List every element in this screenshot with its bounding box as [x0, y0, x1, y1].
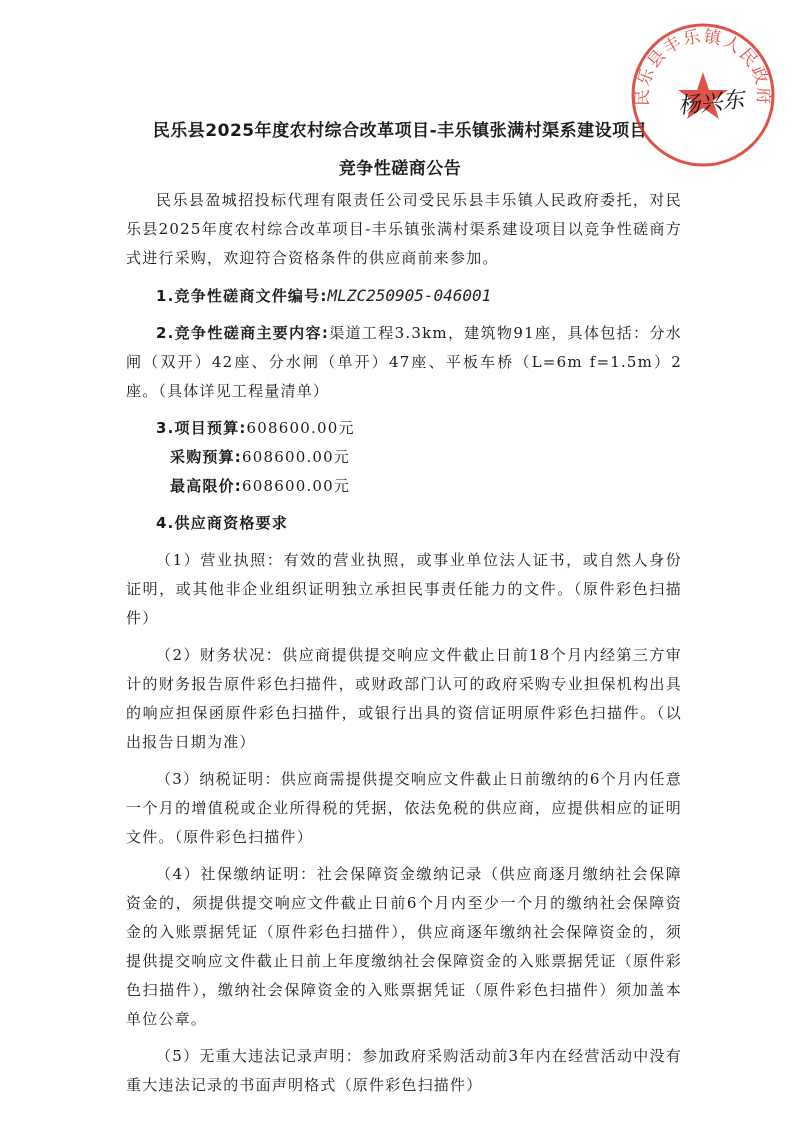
item-max-price [126, 472, 682, 501]
document-subtitle: 竞争性磋商公告 [338, 159, 462, 179]
document-title: 民乐县2025年度农村综合改革项目-丰乐镇张满村渠系建设项目 [152, 121, 648, 141]
requirement-1: （1）营业执照：有效的营业执照，或事业单位法人证书，或自然人身份证明，或其他非企业组织证明独立承担民事责任能力的文件。（原件彩色扫描件） [126, 551, 682, 627]
max-price-label: 最高限价: [170, 477, 242, 495]
max-price-value: 608600.00元 [242, 477, 351, 495]
intro-paragraph: 民乐县盈城招投标代理有限责任公司受民乐县丰乐镇人民政府委托，对民乐县2025年度农村综合改革项目-丰乐镇张满村渠系建设项目以竞争性磋商方式进行采购，欢迎符合资格条件的供应商前来参加。 [126, 191, 682, 267]
doc-number-label: 1.竞争性磋商文件编号: [156, 287, 328, 305]
handwritten-signature: 杨兴东 [677, 87, 746, 120]
requirement-2: （2）财务状况：供应商提供提交响应文件截止日前18个月内经第三方审计的财务报告原件彩色扫描件，或财政部门认可的政府采购专业担保机构出具的响应担保函原件彩色扫描件，或银行出具的资信证明原件彩色扫描件。（以出报告日期为准） [126, 646, 682, 751]
purchase-budget-value: 608600.00元 [242, 448, 351, 466]
qualification-heading: 4.供应商资格要求 [156, 514, 288, 532]
doc-number-value: MLZC250905-046001 [327, 286, 492, 305]
document-body [126, 186, 682, 1108]
item-main-content [126, 319, 682, 406]
svg-text:民乐县丰乐镇人民政府: 民乐县丰乐镇人民政府 [632, 26, 774, 107]
requirement-3: （3）纳税证明：供应商需提供提交响应文件截止日前缴纳的6个月内任意一个月的增值税或企业所得税的凭据，依法免税的供应商，应提供相应的证明文件。（原件彩色扫描件） [126, 770, 682, 846]
main-content-text: 渠道工程3.3km，建筑物91座，具体包括：分水闸（双开）42座、分水闸（单开）47座、平板车桥（L=6m f=1.5m）2座。（具体详见工程量清单） [126, 324, 682, 400]
requirement-4: （4）社保缴纳证明：社会保障资金缴纳记录（供应商逐月缴纳社会保障资金的，须提供提交响应文件截止日前6个月内至少一个月的缴纳社会保障资金的入账票据凭证（原件彩色扫描件），供应商逐年缴纳社会保障资金的，须提供提交响应文件截止日前上年度缴纳社会保障资金的入账票据凭证（原件彩色扫描件），缴纳社会保障资金的入账票据凭证（原件彩色扫描件）须加盖本单位公章。 [126, 865, 682, 1028]
budget-label: 3.项目预算: [156, 419, 247, 437]
item-budget [126, 414, 682, 443]
item-purchase-budget [126, 443, 682, 472]
item-doc-number [126, 281, 682, 311]
budget-value: 608600.00元 [246, 419, 355, 437]
purchase-budget-label: 采购预算: [170, 448, 242, 466]
main-content-label: 2.竞争性磋商主要内容: [156, 324, 330, 342]
requirement-5: （5）无重大违法记录声明：参加政府采购活动前3年内在经营活动中没有重大违法记录的书面声明格式（原件彩色扫描件） [126, 1047, 682, 1094]
